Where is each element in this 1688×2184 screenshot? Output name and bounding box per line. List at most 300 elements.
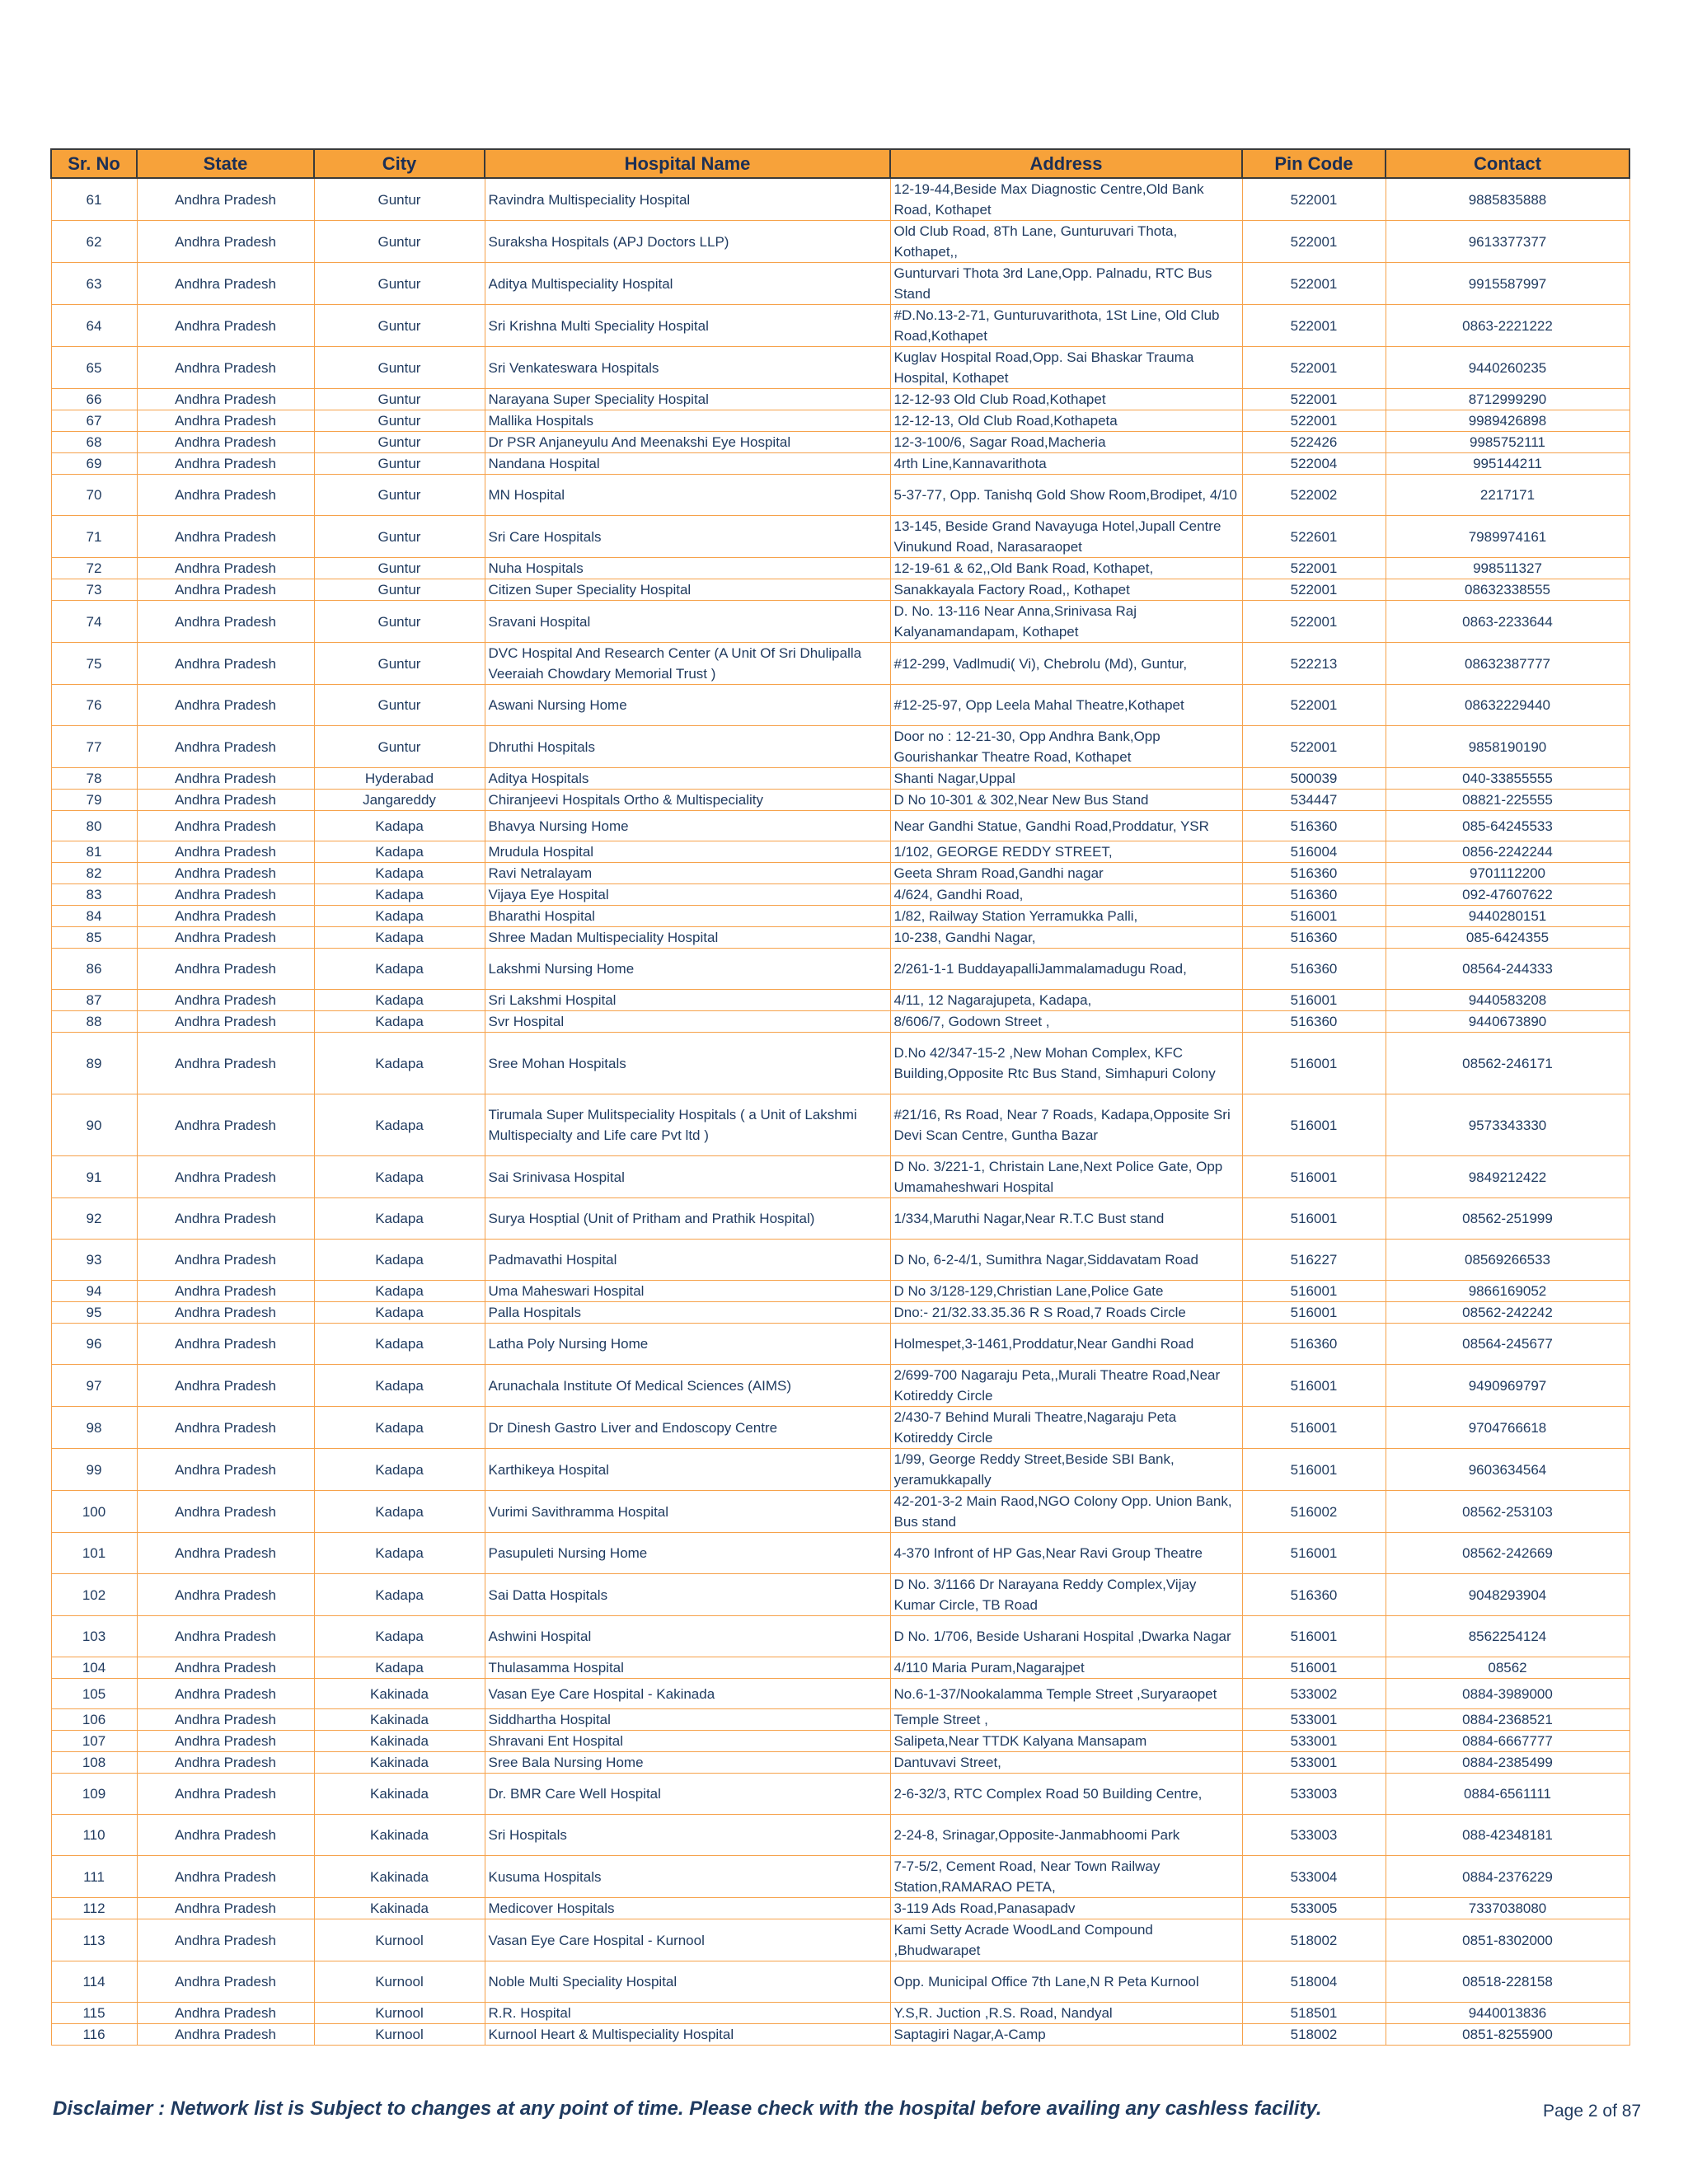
cell-address: D.No 42/347-15-2 ,New Mohan Complex, KFC Building,Opposite Rtc Bus Stand, Simhapuri Colony xyxy=(890,1033,1242,1094)
table-row xyxy=(51,790,1629,811)
cell-address: 12-3-100/6, Sagar Road,Macheria xyxy=(890,432,1242,453)
table-row xyxy=(51,558,1629,579)
cell-hospital-name: MN Hospital xyxy=(485,475,890,516)
cell-contact: 08562-246171 xyxy=(1386,1033,1629,1094)
cell-sr-no: 85 xyxy=(51,927,137,949)
table-row xyxy=(51,1302,1629,1324)
cell-pin-code: 522001 xyxy=(1242,726,1386,768)
table-row xyxy=(51,1281,1629,1302)
cell-address: 10-238, Gandhi Nagar, xyxy=(890,927,1242,949)
cell-city: Kadapa xyxy=(314,990,485,1011)
table-row xyxy=(51,389,1629,410)
cell-address: 2-24-8, Srinagar,Opposite-Janmabhoomi Park xyxy=(890,1815,1242,1856)
cell-pin-code: 516001 xyxy=(1242,1302,1386,1324)
cell-address: Y.S,R. Juction ,R.S. Road, Nandyal xyxy=(890,2003,1242,2024)
cell-state: Andhra Pradesh xyxy=(137,1752,314,1774)
cell-sr-no: 97 xyxy=(51,1365,137,1407)
cell-city: Kadapa xyxy=(314,1533,485,1574)
cell-pin-code: 522001 xyxy=(1242,601,1386,643)
cell-address: No.6-1-37/Nookalamma Temple Street ,Suryaraopet xyxy=(890,1679,1242,1709)
cell-city: Kurnool xyxy=(314,1919,485,1961)
cell-city: Kadapa xyxy=(314,1574,485,1616)
cell-hospital-name: Dhruthi Hospitals xyxy=(485,726,890,768)
cell-sr-no: 106 xyxy=(51,1709,137,1731)
cell-city: Guntur xyxy=(314,453,485,475)
cell-city: Guntur xyxy=(314,579,485,601)
cell-address: 4/624, Gandhi Road, xyxy=(890,884,1242,906)
cell-city: Kakinada xyxy=(314,1709,485,1731)
cell-state: Andhra Pradesh xyxy=(137,389,314,410)
cell-state: Andhra Pradesh xyxy=(137,768,314,790)
cell-state: Andhra Pradesh xyxy=(137,884,314,906)
cell-city: Kakinada xyxy=(314,1856,485,1898)
table-row xyxy=(51,685,1629,726)
cell-pin-code: 516004 xyxy=(1242,841,1386,863)
cell-address: Temple Street , xyxy=(890,1709,1242,1731)
cell-hospital-name: Ravi Netralayam xyxy=(485,863,890,884)
table-row xyxy=(51,1094,1629,1156)
table-row xyxy=(51,1574,1629,1616)
cell-contact: 08564-244333 xyxy=(1386,949,1629,990)
cell-address: Salipeta,Near TTDK Kalyana Mansapam xyxy=(890,1731,1242,1752)
cell-state: Andhra Pradesh xyxy=(137,906,314,927)
cell-pin-code: 516360 xyxy=(1242,927,1386,949)
cell-pin-code: 516001 xyxy=(1242,1198,1386,1240)
cell-city: Kadapa xyxy=(314,1365,485,1407)
cell-state: Andhra Pradesh xyxy=(137,1302,314,1324)
cell-pin-code: 516001 xyxy=(1242,1533,1386,1574)
cell-city: Kadapa xyxy=(314,1156,485,1198)
cell-contact: 8562254124 xyxy=(1386,1616,1629,1657)
cell-contact: 9490969797 xyxy=(1386,1365,1629,1407)
cell-pin-code: 516360 xyxy=(1242,1324,1386,1365)
cell-contact: 7989974161 xyxy=(1386,516,1629,558)
cell-pin-code: 518002 xyxy=(1242,1919,1386,1961)
cell-pin-code: 516001 xyxy=(1242,1094,1386,1156)
cell-hospital-name: Karthikeya Hospital xyxy=(485,1449,890,1491)
cell-city: Guntur xyxy=(314,263,485,305)
table-row xyxy=(51,1856,1629,1898)
cell-contact: 040-33855555 xyxy=(1386,768,1629,790)
cell-city: Kadapa xyxy=(314,1094,485,1156)
cell-contact: 9048293904 xyxy=(1386,1574,1629,1616)
cell-state: Andhra Pradesh xyxy=(137,1961,314,2003)
cell-hospital-name: Chiranjeevi Hospitals Ortho & Multispeciality xyxy=(485,790,890,811)
cell-address: 3-119 Ads Road,Panasapadv xyxy=(890,1898,1242,1919)
cell-contact: 08632338555 xyxy=(1386,579,1629,601)
cell-state: Andhra Pradesh xyxy=(137,1324,314,1365)
cell-pin-code: 516001 xyxy=(1242,906,1386,927)
cell-pin-code: 522004 xyxy=(1242,453,1386,475)
cell-contact: 995144211 xyxy=(1386,453,1629,475)
cell-state: Andhra Pradesh xyxy=(137,1709,314,1731)
cell-contact: 0863-2221222 xyxy=(1386,305,1629,347)
cell-address: Opp. Municipal Office 7th Lane,N R Peta Kurnool xyxy=(890,1961,1242,2003)
cell-address: Holmespet,3-1461,Proddatur,Near Gandhi Road xyxy=(890,1324,1242,1365)
cell-pin-code: 516360 xyxy=(1242,949,1386,990)
cell-contact: 998511327 xyxy=(1386,558,1629,579)
cell-pin-code: 522001 xyxy=(1242,178,1386,221)
page-number: Page 2 of 87 xyxy=(1543,2102,1642,2121)
cell-hospital-name: Latha Poly Nursing Home xyxy=(485,1324,890,1365)
cell-contact: 9440013836 xyxy=(1386,2003,1629,2024)
cell-city: Kakinada xyxy=(314,1774,485,1815)
cell-hospital-name: Tirumala Super Mulitspeciality Hospitals ( a Unit of Lakshmi Multispecialty and Life care Pvt ltd ) xyxy=(485,1094,890,1156)
cell-sr-no: 67 xyxy=(51,410,137,432)
cell-state: Andhra Pradesh xyxy=(137,475,314,516)
cell-address: Shanti Nagar,Uppal xyxy=(890,768,1242,790)
cell-address: Near Gandhi Statue, Gandhi Road,Proddatur, YSR xyxy=(890,811,1242,841)
table-row xyxy=(51,1365,1629,1407)
table-row xyxy=(51,475,1629,516)
table-row xyxy=(51,1815,1629,1856)
cell-state: Andhra Pradesh xyxy=(137,1449,314,1491)
cell-city: Kakinada xyxy=(314,1815,485,1856)
table-row xyxy=(51,2003,1629,2024)
cell-pin-code: 522001 xyxy=(1242,389,1386,410)
cell-address: 2/261-1-1 BuddayapalliJammalamadugu Road, xyxy=(890,949,1242,990)
cell-pin-code: 516360 xyxy=(1242,1574,1386,1616)
cell-contact: 08632387777 xyxy=(1386,643,1629,685)
cell-address: 4/110 Maria Puram,Nagarajpet xyxy=(890,1657,1242,1679)
cell-pin-code: 533003 xyxy=(1242,1815,1386,1856)
cell-city: Guntur xyxy=(314,601,485,643)
cell-sr-no: 79 xyxy=(51,790,137,811)
cell-pin-code: 522426 xyxy=(1242,432,1386,453)
cell-address: Geeta Shram Road,Gandhi nagar xyxy=(890,863,1242,884)
table-header-row xyxy=(51,149,1629,178)
cell-pin-code: 522001 xyxy=(1242,685,1386,726)
table-row xyxy=(51,579,1629,601)
cell-contact: 08562-242242 xyxy=(1386,1302,1629,1324)
cell-city: Kadapa xyxy=(314,1198,485,1240)
table-row xyxy=(51,949,1629,990)
table-row xyxy=(51,1198,1629,1240)
cell-state: Andhra Pradesh xyxy=(137,1679,314,1709)
cell-city: Kadapa xyxy=(314,811,485,841)
cell-hospital-name: Kurnool Heart & Multispeciality Hospital xyxy=(485,2024,890,2046)
cell-contact: 0884-2376229 xyxy=(1386,1856,1629,1898)
table-row xyxy=(51,178,1629,221)
table-row xyxy=(51,1156,1629,1198)
table-row xyxy=(51,221,1629,263)
cell-contact: 08518-228158 xyxy=(1386,1961,1629,2003)
cell-hospital-name: DVC Hospital And Research Center (A Unit Of Sri Dhulipalla Veeraiah Chowdary Memorial Trust ) xyxy=(485,643,890,685)
cell-address: 1/102, GEORGE REDDY STREET, xyxy=(890,841,1242,863)
cell-contact: 7337038080 xyxy=(1386,1898,1629,1919)
cell-state: Andhra Pradesh xyxy=(137,643,314,685)
cell-state: Andhra Pradesh xyxy=(137,927,314,949)
cell-pin-code: 516001 xyxy=(1242,1365,1386,1407)
cell-pin-code: 516001 xyxy=(1242,1616,1386,1657)
cell-sr-no: 83 xyxy=(51,884,137,906)
cell-state: Andhra Pradesh xyxy=(137,305,314,347)
cell-sr-no: 105 xyxy=(51,1679,137,1709)
cell-pin-code: 516001 xyxy=(1242,1281,1386,1302)
table-row xyxy=(51,1731,1629,1752)
cell-city: Kadapa xyxy=(314,1302,485,1324)
cell-contact: 085-6424355 xyxy=(1386,927,1629,949)
cell-hospital-name: Dr Dinesh Gastro Liver and Endoscopy Centre xyxy=(485,1407,890,1449)
cell-hospital-name: Pasupuleti Nursing Home xyxy=(485,1533,890,1574)
table-row xyxy=(51,1657,1629,1679)
cell-contact: 092-47607622 xyxy=(1386,884,1629,906)
cell-pin-code: 533001 xyxy=(1242,1752,1386,1774)
cell-pin-code: 522001 xyxy=(1242,221,1386,263)
cell-address: #21/16, Rs Road, Near 7 Roads, Kadapa,Opposite Sri Devi Scan Centre, Guntha Bazar xyxy=(890,1094,1242,1156)
cell-pin-code: 533001 xyxy=(1242,1731,1386,1752)
cell-address: Saptagiri Nagar,A-Camp xyxy=(890,2024,1242,2046)
cell-state: Andhra Pradesh xyxy=(137,1919,314,1961)
cell-contact: 085-64245533 xyxy=(1386,811,1629,841)
table-row xyxy=(51,410,1629,432)
cell-hospital-name: Siddhartha Hospital xyxy=(485,1709,890,1731)
cell-hospital-name: Suraksha Hospitals (APJ Doctors LLP) xyxy=(485,221,890,263)
cell-hospital-name: Shree Madan Multispeciality Hospital xyxy=(485,927,890,949)
cell-state: Andhra Pradesh xyxy=(137,432,314,453)
cell-hospital-name: Sri Krishna Multi Speciality Hospital xyxy=(485,305,890,347)
cell-pin-code: 516360 xyxy=(1242,863,1386,884)
cell-hospital-name: Sai Srinivasa Hospital xyxy=(485,1156,890,1198)
cell-state: Andhra Pradesh xyxy=(137,1033,314,1094)
cell-sr-no: 72 xyxy=(51,558,137,579)
cell-sr-no: 99 xyxy=(51,1449,137,1491)
cell-sr-no: 90 xyxy=(51,1094,137,1156)
cell-pin-code: 518501 xyxy=(1242,2003,1386,2024)
cell-sr-no: 89 xyxy=(51,1033,137,1094)
cell-sr-no: 104 xyxy=(51,1657,137,1679)
cell-sr-no: 93 xyxy=(51,1240,137,1281)
cell-pin-code: 522601 xyxy=(1242,516,1386,558)
cell-address: Kami Setty Acrade WoodLand Compound ,Bhudwarapet xyxy=(890,1919,1242,1961)
cell-address: D No 10-301 & 302,Near New Bus Stand xyxy=(890,790,1242,811)
cell-hospital-name: R.R. Hospital xyxy=(485,2003,890,2024)
cell-hospital-name: Citizen Super Speciality Hospital xyxy=(485,579,890,601)
cell-sr-no: 62 xyxy=(51,221,137,263)
cell-address: Gunturvari Thota 3rd Lane,Opp. Palnadu, RTC Bus Stand xyxy=(890,263,1242,305)
cell-sr-no: 110 xyxy=(51,1815,137,1856)
cell-contact: 0851-8302000 xyxy=(1386,1919,1629,1961)
cell-sr-no: 114 xyxy=(51,1961,137,2003)
cell-pin-code: 516001 xyxy=(1242,1657,1386,1679)
cell-sr-no: 101 xyxy=(51,1533,137,1574)
cell-state: Andhra Pradesh xyxy=(137,949,314,990)
cell-contact: 9440280151 xyxy=(1386,906,1629,927)
cell-pin-code: 522001 xyxy=(1242,305,1386,347)
cell-sr-no: 107 xyxy=(51,1731,137,1752)
cell-address: D No. 1/706, Beside Usharani Hospital ,Dwarka Nagar xyxy=(890,1616,1242,1657)
cell-hospital-name: Mallika Hospitals xyxy=(485,410,890,432)
cell-hospital-name: Ashwini Hospital xyxy=(485,1616,890,1657)
cell-city: Kurnool xyxy=(314,2024,485,2046)
table-row xyxy=(51,1011,1629,1033)
table-row xyxy=(51,1616,1629,1657)
cell-contact: 08821-225555 xyxy=(1386,790,1629,811)
cell-state: Andhra Pradesh xyxy=(137,1856,314,1898)
cell-state: Andhra Pradesh xyxy=(137,1011,314,1033)
cell-contact: 9613377377 xyxy=(1386,221,1629,263)
cell-hospital-name: Sri Venkateswara Hospitals xyxy=(485,347,890,389)
cell-state: Andhra Pradesh xyxy=(137,1774,314,1815)
cell-contact: 0884-6667777 xyxy=(1386,1731,1629,1752)
cell-address: 2/430-7 Behind Murali Theatre,Nagaraju Peta Kotireddy Circle xyxy=(890,1407,1242,1449)
cell-pin-code: 516001 xyxy=(1242,1407,1386,1449)
cell-state: Andhra Pradesh xyxy=(137,726,314,768)
cell-sr-no: 96 xyxy=(51,1324,137,1365)
cell-pin-code: 522001 xyxy=(1242,347,1386,389)
table-row xyxy=(51,811,1629,841)
cell-address: 1/334,Maruthi Nagar,Near R.T.C Bust stand xyxy=(890,1198,1242,1240)
cell-hospital-name: Padmavathi Hospital xyxy=(485,1240,890,1281)
cell-state: Andhra Pradesh xyxy=(137,453,314,475)
table-row xyxy=(51,453,1629,475)
cell-pin-code: 522002 xyxy=(1242,475,1386,516)
cell-hospital-name: Aswani Nursing Home xyxy=(485,685,890,726)
table-row xyxy=(51,884,1629,906)
cell-hospital-name: Sri Care Hospitals xyxy=(485,516,890,558)
cell-sr-no: 64 xyxy=(51,305,137,347)
cell-address: 2/699-700 Nagaraju Peta,,Murali Theatre Road,Near Kotireddy Circle xyxy=(890,1365,1242,1407)
cell-contact: 08562-251999 xyxy=(1386,1198,1629,1240)
cell-contact: 0884-2385499 xyxy=(1386,1752,1629,1774)
table-row xyxy=(51,1919,1629,1961)
cell-city: Kakinada xyxy=(314,1731,485,1752)
cell-address: Dno:- 21/32.33.35.36 R S Road,7 Roads Circle xyxy=(890,1302,1242,1324)
cell-contact: 9985752111 xyxy=(1386,432,1629,453)
cell-city: Kadapa xyxy=(314,1449,485,1491)
cell-city: Guntur xyxy=(314,347,485,389)
cell-state: Andhra Pradesh xyxy=(137,811,314,841)
cell-sr-no: 77 xyxy=(51,726,137,768)
table-row xyxy=(51,347,1629,389)
cell-sr-no: 95 xyxy=(51,1302,137,1324)
cell-contact: 08569266533 xyxy=(1386,1240,1629,1281)
cell-pin-code: 522213 xyxy=(1242,643,1386,685)
cell-address: 4-370 Infront of HP Gas,Near Ravi Group Theatre xyxy=(890,1533,1242,1574)
cell-sr-no: 61 xyxy=(51,178,137,221)
cell-sr-no: 109 xyxy=(51,1774,137,1815)
cell-address: D No. 3/221-1, Christain Lane,Next Police Gate, Opp Umamaheshwari Hospital xyxy=(890,1156,1242,1198)
cell-sr-no: 100 xyxy=(51,1491,137,1533)
table-row xyxy=(51,263,1629,305)
cell-contact: 9866169052 xyxy=(1386,1281,1629,1302)
cell-hospital-name: Sravani Hospital xyxy=(485,601,890,643)
cell-city: Guntur xyxy=(314,410,485,432)
cell-hospital-name: Thulasamma Hospital xyxy=(485,1657,890,1679)
table-body xyxy=(51,178,1629,2046)
cell-sr-no: 73 xyxy=(51,579,137,601)
cell-city: Kadapa xyxy=(314,1616,485,1657)
cell-pin-code: 516001 xyxy=(1242,1449,1386,1491)
cell-pin-code: 533004 xyxy=(1242,1856,1386,1898)
cell-state: Andhra Pradesh xyxy=(137,1198,314,1240)
cell-address: 12-12-13, Old Club Road,Kothapeta xyxy=(890,410,1242,432)
cell-contact: 9915587997 xyxy=(1386,263,1629,305)
cell-city: Kadapa xyxy=(314,841,485,863)
cell-pin-code: 522001 xyxy=(1242,263,1386,305)
header-hospital-name: Hospital Name xyxy=(485,149,890,178)
cell-pin-code: 516001 xyxy=(1242,990,1386,1011)
hospital-network-table xyxy=(50,148,1630,2046)
cell-hospital-name: Bhavya Nursing Home xyxy=(485,811,890,841)
cell-pin-code: 516001 xyxy=(1242,1156,1386,1198)
cell-hospital-name: Shravani Ent Hospital xyxy=(485,1731,890,1752)
cell-sr-no: 81 xyxy=(51,841,137,863)
cell-state: Andhra Pradesh xyxy=(137,1094,314,1156)
cell-sr-no: 87 xyxy=(51,990,137,1011)
cell-contact: 9858190190 xyxy=(1386,726,1629,768)
header-address: Address xyxy=(890,149,1242,178)
cell-city: Guntur xyxy=(314,726,485,768)
cell-hospital-name: Lakshmi Nursing Home xyxy=(485,949,890,990)
cell-contact: 08562-253103 xyxy=(1386,1491,1629,1533)
header-pin-code: Pin Code xyxy=(1242,149,1386,178)
cell-sr-no: 80 xyxy=(51,811,137,841)
cell-sr-no: 78 xyxy=(51,768,137,790)
cell-sr-no: 69 xyxy=(51,453,137,475)
cell-state: Andhra Pradesh xyxy=(137,579,314,601)
table-row xyxy=(51,768,1629,790)
cell-address: D No. 3/1166 Dr Narayana Reddy Complex,Vijay Kumar Circle, TB Road xyxy=(890,1574,1242,1616)
table-row xyxy=(51,1679,1629,1709)
cell-contact: 0884-3989000 xyxy=(1386,1679,1629,1709)
cell-hospital-name: Nuha Hospitals xyxy=(485,558,890,579)
table-row xyxy=(51,1033,1629,1094)
cell-address: 13-145, Beside Grand Navayuga Hotel,Jupall Centre Vinukund Road, Narasaraopet xyxy=(890,516,1242,558)
cell-contact: 9573343330 xyxy=(1386,1094,1629,1156)
cell-contact: 9440583208 xyxy=(1386,990,1629,1011)
cell-state: Andhra Pradesh xyxy=(137,1240,314,1281)
cell-state: Andhra Pradesh xyxy=(137,685,314,726)
cell-contact: 9701112200 xyxy=(1386,863,1629,884)
cell-address: #D.No.13-2-71, Gunturuvarithota, 1St Line, Old Club Road,Kothapet xyxy=(890,305,1242,347)
cell-sr-no: 103 xyxy=(51,1616,137,1657)
cell-state: Andhra Pradesh xyxy=(137,1815,314,1856)
table-row xyxy=(51,1709,1629,1731)
cell-state: Andhra Pradesh xyxy=(137,347,314,389)
cell-pin-code: 533001 xyxy=(1242,1709,1386,1731)
cell-state: Andhra Pradesh xyxy=(137,410,314,432)
table-row xyxy=(51,305,1629,347)
cell-city: Guntur xyxy=(314,516,485,558)
table-row xyxy=(51,1898,1629,1919)
cell-address: Kuglav Hospital Road,Opp. Sai Bhaskar Trauma Hospital, Kothapet xyxy=(890,347,1242,389)
cell-city: Kakinada xyxy=(314,1752,485,1774)
table-row xyxy=(51,601,1629,643)
cell-city: Kadapa xyxy=(314,927,485,949)
cell-pin-code: 516002 xyxy=(1242,1491,1386,1533)
cell-hospital-name: Narayana Super Speciality Hospital xyxy=(485,389,890,410)
cell-sr-no: 74 xyxy=(51,601,137,643)
table-row xyxy=(51,1324,1629,1365)
cell-address: 2-6-32/3, RTC Complex Road 50 Building Centre, xyxy=(890,1774,1242,1815)
cell-address: #12-299, Vadlmudi( Vi), Chebrolu (Md), Guntur, xyxy=(890,643,1242,685)
cell-sr-no: 113 xyxy=(51,1919,137,1961)
table-row xyxy=(51,1774,1629,1815)
cell-contact: 0863-2233644 xyxy=(1386,601,1629,643)
cell-city: Kadapa xyxy=(314,884,485,906)
cell-sr-no: 92 xyxy=(51,1198,137,1240)
table-row xyxy=(51,516,1629,558)
cell-hospital-name: Arunachala Institute Of Medical Sciences (AIMS) xyxy=(485,1365,890,1407)
table-row xyxy=(51,643,1629,685)
cell-sr-no: 86 xyxy=(51,949,137,990)
cell-pin-code: 516360 xyxy=(1242,884,1386,906)
cell-city: Kakinada xyxy=(314,1679,485,1709)
cell-sr-no: 102 xyxy=(51,1574,137,1616)
header-state: State xyxy=(137,149,314,178)
cell-contact: 08562-242669 xyxy=(1386,1533,1629,1574)
